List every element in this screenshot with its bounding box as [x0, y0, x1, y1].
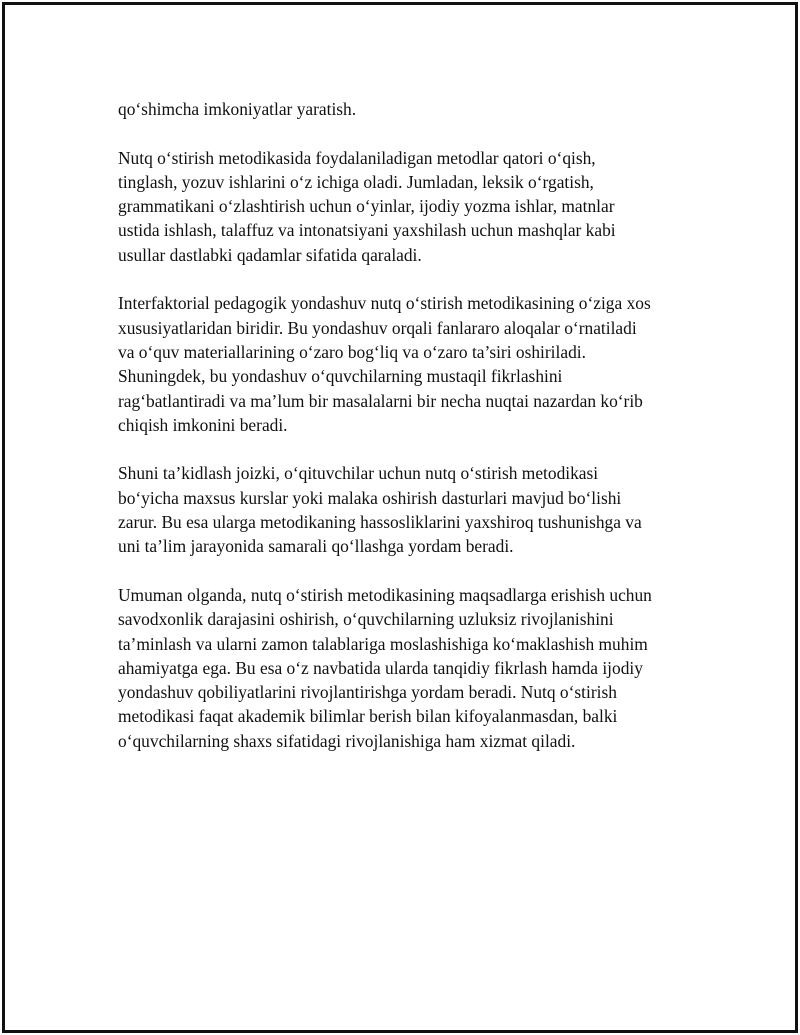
document-page	[2, 2, 798, 1033]
paragraph-4: Shuni ta’kidlash joizki, o‘qituvchilar uchun nutq o‘stirish metodikasi bo‘yicha maxsus kurslar yoki malaka oshirish dasturlari mavjud bo‘lishi zarur. Bu esa ularga metodikaning hassosliklarini yaxshiroq tushunishga va uni ta’lim jarayonida samarali qo‘llashga yordam beradi.	[118, 463, 642, 557]
paragraph-1: qo‘shimcha imkoniyatlar yaratish.	[118, 99, 357, 119]
document-body	[118, 97, 698, 777]
paragraph-5: Umuman olganda, nutq o‘stirish metodikasining maqsadlarga erishish uchun savodxonlik darajasini oshirish, o‘quvchilarning uzluksiz rivojlanishini ta’minlash va ularni zamon talablariga moslashishiga ko‘maklashish muhim ahamiyatga ega. Bu esa o‘z navbatida ularda tanqidiy fikrlash hamda ijodiy yondashuv qobiliyatlarini rivojlantirishga yordam beradi. Nutq o‘stirish metodikasi faqat akademik bilimlar berish bilan kifoyalanmasdan, balki o‘quvchilarning shaxs sifatidagi rivojlanishiga ham xizmat qiladi.	[118, 584, 652, 751]
paragraph-3: Interfaktorial pedagogik yondashuv nutq o‘stirish metodikasining o‘ziga xos xususiyatlaridan biridir. Bu yondashuv orqali fanlararo aloqalar o‘rnatiladi va o‘quv materiallarining o‘zaro bog‘liq va o‘zaro ta’siri oshiriladi. Shuningdek, bu yondashuv o‘quvchilarning mustaqil fikrlashini rag‘batlantiradi va ma’lum bir masalalarni bir necha nuqtai nazardan ko‘rib chiqish imkonini beradi.	[118, 293, 651, 435]
paragraph-2: Nutq o‘stirish metodikasida foydalaniladigan metodlar qatori o‘qish, tinglash, yozuv ishlarini o‘z ichiga oladi. Jumladan, leksik o‘rgatish, grammatikani o‘zlashtirish uchun o‘yinlar, ijodiy yozma ishlar, matnlar ustida ishlash, talaffuz va intonatsiyani yaxshilash uchun mashqlar kabi usullar dastlabki qadamlar sifatida qaraladi.	[118, 147, 616, 265]
